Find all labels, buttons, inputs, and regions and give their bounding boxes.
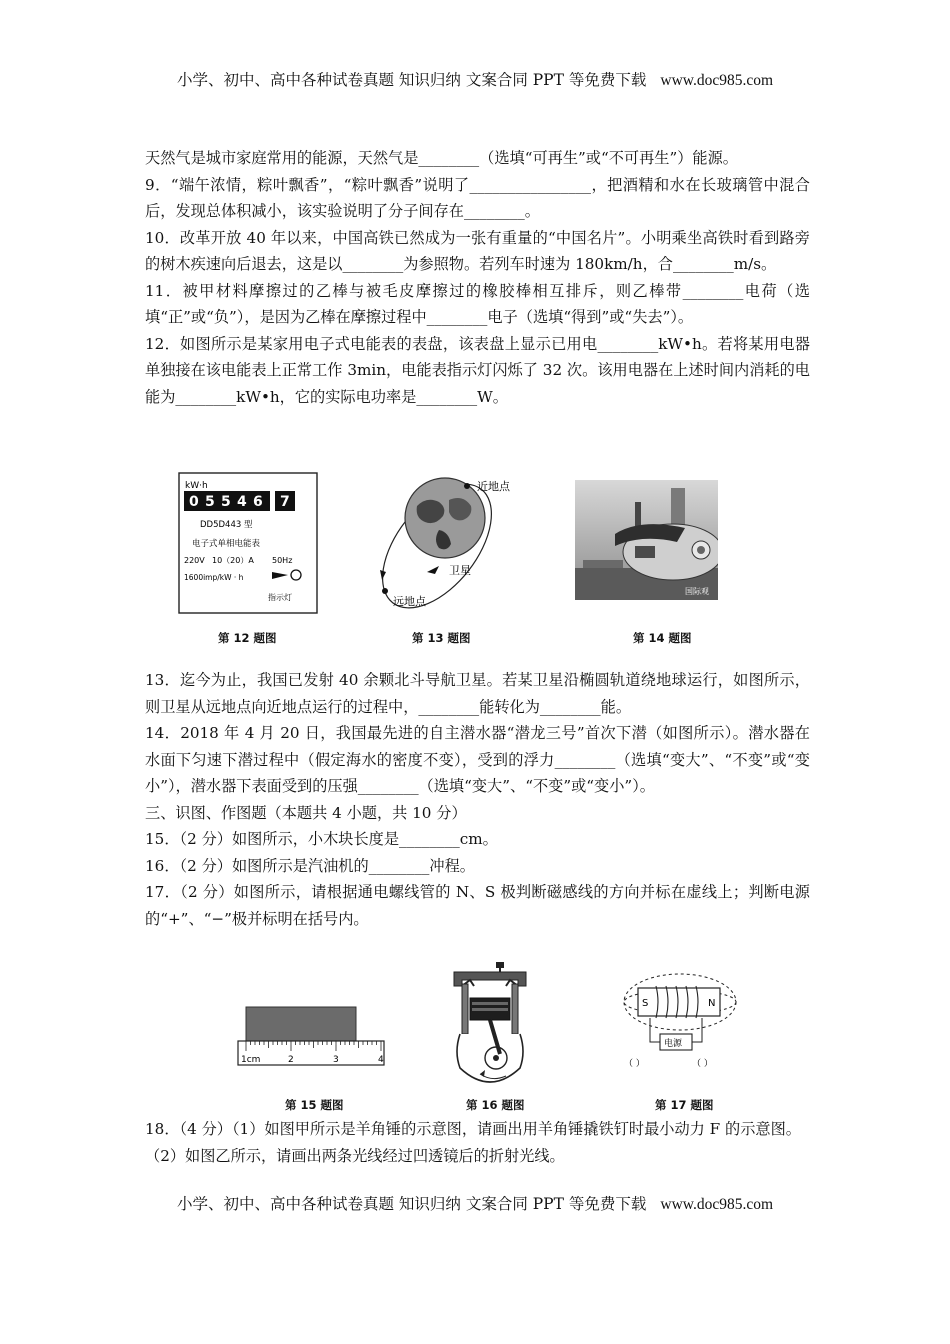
question-16: 16．（2 分）如图所示是汽油机的________冲程。 [145, 856, 475, 875]
left-terminal-paren: （ ） [624, 1059, 645, 1069]
perigee-dot [464, 483, 470, 489]
meter-decimal-digit: 7 [280, 494, 290, 510]
caption-fig-17: 第 17 题图 [655, 1098, 714, 1112]
meter-name: 电子式单相电能表 [192, 539, 261, 549]
ruler-tick-label: 2 [288, 1055, 294, 1065]
meter-indicator-label: 指示灯 [268, 593, 292, 602]
question-10: 10．改革开放 40 年以来，中国高铁已然成为一张有重量的“中国名片”。小明乘坐高铁时看到路旁的树木疾速向后退去，这是以________为参照物。若列车时速为 180km/h，合________m/s。 [145, 228, 810, 273]
question-block-top [145, 145, 810, 410]
satellite-label: 卫星 [449, 564, 471, 577]
question-14: 14．2018 年 4 月 20 日，我国最先进的自主潜水器“潜龙三号”首次下潜（如图所示）。潜水器在水面下匀速下潜过程中（假定海水的密度不变），受到的浮力________（选填“变大”、“不变”或“变小”），潜水器下表面受到的压强________（选填“变大”、“不变”或“变小”）。 [145, 724, 810, 795]
caption-fig-13: 第 13 题图 [412, 631, 471, 645]
meter-frequency: 50Hz [272, 556, 293, 565]
ruler-tick-label: 4 [378, 1055, 384, 1065]
submersible-photo [575, 480, 718, 600]
question-block-middle [145, 667, 810, 932]
ruler-tick-label: 1cm [241, 1055, 261, 1065]
header-text: 小学、初中、高中各种试卷真题 知识归纳 文案合同 PPT 等免费下载 [176, 71, 647, 89]
q8-tail: 天然气是城市家庭常用的能源，天然气是________（选填“可再生”或“不可再生”）能源。 [145, 149, 738, 167]
meter-unit: kW·h [185, 481, 208, 491]
apogee-dot [382, 588, 388, 594]
solenoid-figure [620, 968, 740, 1078]
meter-digit: 5 [205, 494, 215, 510]
meter-svg [178, 472, 318, 614]
meter-imp: 1600imp/kW · h [184, 573, 244, 582]
meter-digit: 5 [221, 494, 231, 510]
caption-fig-16: 第 16 题图 [466, 1098, 525, 1112]
question-11: 11．被甲材料摩擦过的乙棒与被毛皮摩擦过的橡胶棒相互排斥，则乙棒带________电荷（选填“正”或“负”），是因为乙棒在摩擦过程中________电子（选填“得到”或“失去”）。 [145, 281, 810, 326]
question-block-bottom [145, 1116, 810, 1169]
question-9: 9．“端午浓情，粽叶飘香”，“粽叶飘香”说明了________________，把酒精和水在长玻璃管中混合后，发现总体积减小，该实验说明了分子间存在________。 [145, 175, 810, 220]
caption-fig-14: 第 14 题图 [633, 631, 692, 645]
caption-fig-15: 第 15 题图 [285, 1098, 344, 1112]
photo-watermark: 国际观 [685, 587, 709, 596]
question-17: 17．（2 分）如图所示，请根据通电螺线管的 N、S 极判断磁感线的方向并标在虚线上；判断电源的“+”、“−”极并标明在括号内。 [145, 883, 810, 928]
question-18-part-2: （2）如图乙所示，请画出两条光线经过凹透镜后的折射光线。 [145, 1146, 565, 1165]
power-source-label: 电源 [664, 1039, 683, 1049]
meter-digit: 6 [253, 494, 263, 510]
question-15: 15．（2 分）如图所示，小木块长度是________cm。 [145, 830, 498, 848]
right-terminal-paren: （ ） [692, 1059, 713, 1069]
wood-block [246, 1007, 356, 1041]
question-18-part-1: 18．（4 分）（1）如图甲所示是羊角锤的示意图，请画出用羊角锤撬铁钉时最小动力 F 的示意图。 [145, 1120, 801, 1138]
footer-site[interactable]: www.doc985.com [660, 1196, 774, 1213]
north-pole-label: N [708, 998, 716, 1009]
caption-fig-12: 第 12 题图 [218, 631, 277, 645]
apogee-label: 远地点 [393, 595, 426, 608]
orbit-figure [365, 470, 515, 612]
ruler-svg [236, 1005, 386, 1067]
question-12: 12．如图所示是某家用电子式电能表的表盘，该表盘上显示已用电________kW•h。若将某用电器单独接在该电能表上正常工作 3min，电能表指示灯闪烁了 32 次。该用电器在上述时间内消耗的电能为________kW•h，它的实际电功率是________W。 [145, 334, 810, 406]
south-pole-label: S [642, 998, 649, 1009]
electric-meter-figure [178, 472, 318, 614]
engine-figure [440, 962, 540, 1092]
submersible-svg [575, 480, 718, 600]
orbit-svg [365, 470, 515, 612]
header-site[interactable]: www.doc985.com [660, 72, 774, 89]
engine-svg [440, 962, 540, 1092]
crankcase [457, 1034, 523, 1082]
meter-model: DD5D443 型 [200, 520, 253, 530]
footer-text: 小学、初中、高中各种试卷真题 知识归纳 文案合同 PPT 等免费下载 [176, 1195, 647, 1213]
meter-voltage: 220V [184, 556, 205, 565]
satellite-icon [427, 566, 439, 574]
meter-digit: 0 [189, 494, 199, 510]
meter-current: 10（20）A [212, 556, 254, 565]
page-footer [0, 1192, 950, 1214]
question-13: 13．迄今为止，我国已发射 40 余颗北斗导航卫星。若某卫星沿椭圆轨道绕地球运行，如图所示，则卫星从远地点向近地点运行的过程中，________能转化为________能。 [145, 671, 810, 716]
ruler-figure [236, 1005, 386, 1067]
ruler-tick-label: 3 [333, 1055, 339, 1065]
page-header [0, 68, 950, 90]
perigee-label: 近地点 [477, 480, 510, 493]
solenoid-svg [620, 968, 740, 1078]
section-3-title: 三、识图、作图题（本题共 4 小题，共 10 分） [145, 803, 467, 822]
meter-digit: 4 [237, 494, 247, 510]
